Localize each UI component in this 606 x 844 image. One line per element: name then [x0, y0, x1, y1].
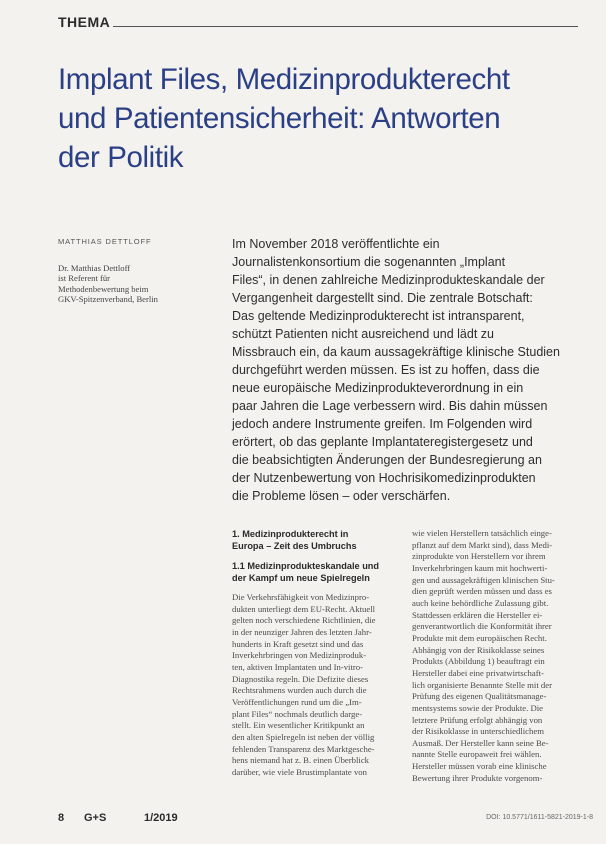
body-line: dien geprüft werden müssen und dass es [412, 586, 552, 597]
section-heading-line: Europa – Zeit des Umbruchs [232, 541, 357, 551]
author-name: MATTHIAS DETTLOFF [58, 237, 152, 246]
journal-name: G+S [84, 812, 107, 824]
title-line: Implant Files, Medizinprodukterecht [58, 63, 510, 96]
lead-line: Vergangenheit dargestellt sind. Die zentrale Botschaft: [232, 291, 533, 305]
lead-line: Das geltende Medizinprodukterecht ist intransparent, [232, 309, 525, 323]
author-bio-line: ist Referent für [58, 273, 111, 284]
body-line: Stattdessen erklären die Hersteller ei- [412, 609, 543, 620]
body-line: hunderts in Kraft gesetzt sind und das [232, 638, 364, 649]
body-line: stellt. Ein wesentlicher Kritikpunkt an [232, 720, 365, 731]
lead-line: die beabsichtigten Änderungen der Bundesregierung an [232, 453, 542, 467]
section-label: THEMA [58, 14, 111, 30]
lead-line: durchgeführt werden müssen. Es ist zu hoffen, dass die [232, 363, 540, 377]
section-header [58, 10, 578, 30]
title-line: der Politik [58, 141, 184, 174]
body-line: lich organisierte Benannte Stelle mit der [412, 679, 553, 690]
body-line: fehlenden Transparenz des Marktgesche- [232, 743, 375, 754]
body-line: auch keine behördliche Zulassung gibt. [412, 597, 549, 608]
section-heading-1 [232, 528, 404, 552]
body-line: dukten unterliegt dem EU-Recht. Aktuell [232, 603, 376, 614]
section-heading-line: 1. Medizinprodukterecht in [232, 529, 349, 539]
body-line: Bewertung ihrer Produkte vorgenom- [412, 772, 543, 783]
body-line: zinprodukte von Herstellern vor ihrem [412, 551, 546, 562]
lead-line: neue europäische Medizinprodukteverordnung in ein [232, 381, 524, 395]
lead-line: der Nutzenbewertung von Hochrisikomedizinprodukten [232, 471, 536, 485]
body-line: gen und aussagekräftigen klinischen Stu- [412, 574, 555, 585]
body-line: plant Files“ nochmals deutlich darge- [232, 708, 363, 719]
body-line: darüber, wie viele Brustimplantate von [232, 766, 367, 777]
body-line: nannte Stelle europaweit frei wählen. [412, 749, 542, 760]
author-bio [58, 263, 218, 305]
body-line: Hersteller dabei eine privatwirtschaft- [412, 667, 544, 678]
page-footer [58, 812, 593, 826]
body-line: in der neunziger Jahren des letzten Jahr- [232, 626, 372, 637]
doi: DOI: 10.5771/1611-5821-2019-1-8 [486, 814, 593, 821]
body-line: ten, aktiven Implantaten und In-vitro- [232, 661, 363, 672]
lead-line: Im November 2018 veröffentlichte ein [232, 237, 440, 251]
body-line: genverantwortlich die Konformität ihrer [412, 621, 552, 632]
subsection-heading-line: 1.1 Medizinprodukteskandale und [232, 561, 380, 571]
body-line: Inverkehrbringen von Medizinproduk- [232, 650, 367, 661]
body-line: Hersteller müssen vorab eine klinische [412, 761, 547, 772]
body-line: Produkts (Abbildung 1) beauftragt ein [412, 656, 545, 667]
body-line: Abhängig von der Risikoklasse seines [412, 644, 545, 655]
body-column-left [232, 528, 404, 779]
lead-line: schützt Patienten nicht ausreichend und lädt zu [232, 327, 494, 341]
section-rule [113, 26, 578, 27]
subsection-heading-line: der Kampf um neue Spielregeln [232, 573, 370, 583]
page-number: 8 [58, 812, 65, 824]
body-text-left [232, 592, 404, 779]
body-column-right [412, 528, 584, 784]
issue-number: 1/2019 [144, 812, 178, 824]
lead-line: jedoch andere Instrumente greifen. Im Folgenden wird [232, 417, 533, 431]
body-line: hens niemand hat z. B. einen Überblick [232, 755, 370, 766]
body-line: Rechtsrahmens wurden auch durch die [232, 685, 367, 696]
lead-line: erörtert, ob das geplante Implantateregistergesetz und [232, 435, 533, 449]
body-line: Prüfung des eigenen Qualitätsmanage- [412, 691, 547, 702]
body-line: pflanzt auf dem Markt sind), dass Medi- [412, 539, 553, 550]
body-line: Die Verkehrsfähigkeit von Medizinpro- [232, 592, 370, 602]
body-text-right [412, 528, 584, 784]
lead-line: paar Jahren die Lage verbessern wird. Bis dahin müssen [232, 399, 548, 413]
author-bio-line: GKV-Spitzenverband, Berlin [58, 294, 158, 305]
body-line: letztere Prüfung erfolgt abhängig von [412, 714, 543, 725]
body-line: Veröffentlichungen rund um die „Im- [232, 696, 362, 707]
author-bio-line: Dr. Matthias Dettloff [58, 263, 131, 273]
article-lead [232, 235, 587, 505]
body-line: Diagnostika regeln. Die Defizite dieses [232, 673, 369, 684]
body-line: den alten Spielregeln ist neben der völlig [232, 731, 375, 742]
body-line: mentsystems sowie der Produkte. Die [412, 702, 544, 713]
body-line: der Risikoklasse in unterschiedlichem [412, 726, 544, 737]
body-line: Produkte mit dem europäischen Recht. [412, 632, 547, 643]
section-heading-1-1 [232, 560, 404, 584]
lead-line: die Probleme lösen – oder verschärfen. [232, 489, 451, 503]
article-title [58, 60, 593, 177]
body-line: Ausmaß. Der Hersteller kann seine Be- [412, 737, 549, 748]
title-line: und Patientensicherheit: Antworten [58, 102, 501, 135]
body-line: Inverkehrbringen kaum mit hochwerti- [412, 562, 548, 573]
lead-line: Files“, in denen zahlreiche Medizinprodukteskandale der [232, 273, 545, 287]
lead-line: Missbrauch ein, da kaum aussagekräftige klinische Studien [232, 345, 560, 359]
body-line: gelten noch verschiedene Richtlinien, die [232, 615, 376, 626]
lead-line: Journalistenkonsortium die sogenannten „Implant [232, 255, 506, 269]
body-line: wie vielen Herstellern tatsächlich einge- [412, 528, 552, 538]
author-bio-line: Methodenbewertung beim [58, 283, 149, 294]
